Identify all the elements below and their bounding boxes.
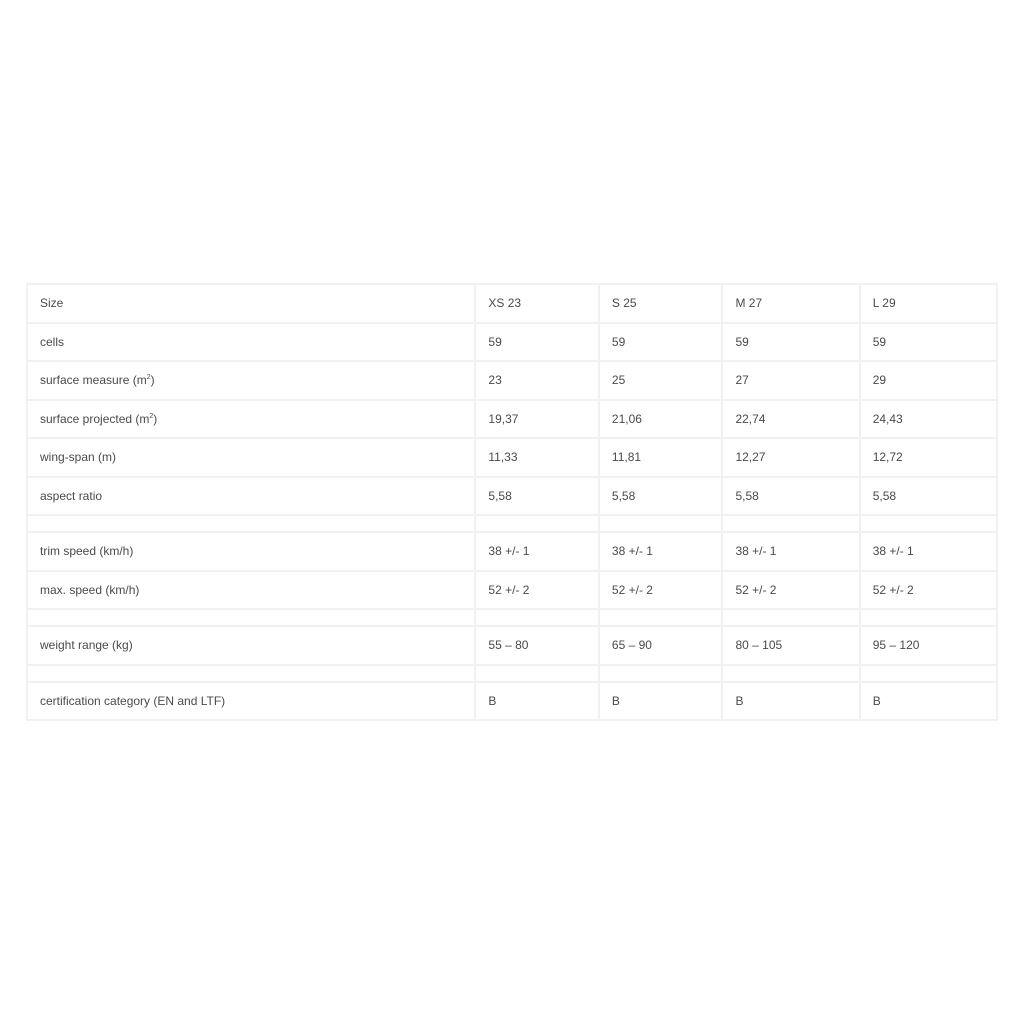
specifications-table [26, 283, 998, 721]
cells-l: 59 [860, 323, 997, 362]
max-speed-m: 52 +/- 2 [722, 571, 859, 610]
weight-range-label: weight range (kg) [27, 626, 475, 665]
certification-label: certification category (EN and LTF) [27, 682, 475, 721]
trim-speed-label: trim speed (km/h) [27, 532, 475, 571]
spacer-row [27, 515, 997, 532]
trim-speed-xs: 38 +/- 1 [475, 532, 599, 571]
trim-speed-l: 38 +/- 1 [860, 532, 997, 571]
size-row [27, 284, 997, 323]
max-speed-xs: 52 +/- 2 [475, 571, 599, 610]
surface-measure-l: 29 [860, 361, 997, 400]
aspect-ratio-l: 5,58 [860, 477, 997, 516]
surface-measure-s: 25 [599, 361, 723, 400]
max-speed-l: 52 +/- 2 [860, 571, 997, 610]
aspect-ratio-m: 5,58 [722, 477, 859, 516]
weight-range-m: 80 – 105 [722, 626, 859, 665]
certification-xs: B [475, 682, 599, 721]
wing-span-label: wing-span (m) [27, 438, 475, 477]
weight-range-xs: 55 – 80 [475, 626, 599, 665]
certification-l: B [860, 682, 997, 721]
certification-row [27, 682, 997, 721]
size-l: L 29 [860, 284, 997, 323]
cells-xs: 59 [475, 323, 599, 362]
spacer-row [27, 609, 997, 626]
aspect-ratio-label: aspect ratio [27, 477, 475, 516]
surface-measure-xs: 23 [475, 361, 599, 400]
surface-projected-l: 24,43 [860, 400, 997, 439]
surface-measure-label: surface measure $(m^2)$ [27, 361, 475, 400]
surface-projected-row [27, 400, 997, 439]
aspect-ratio-xs: 5,58 [475, 477, 599, 516]
surface-measure-m: 27 [722, 361, 859, 400]
wing-span-row [27, 438, 997, 477]
trim-speed-row [27, 532, 997, 571]
surface-measure-row [27, 361, 997, 400]
certification-m: B [722, 682, 859, 721]
surface-projected-label: surface projected $(m^2)$ [27, 400, 475, 439]
surface-projected-m: 22,74 [722, 400, 859, 439]
wing-span-l: 12,72 [860, 438, 997, 477]
wing-span-xs: 11,33 [475, 438, 599, 477]
wing-span-s: 11,81 [599, 438, 723, 477]
certification-s: B [599, 682, 723, 721]
size-xs: XS 23 [475, 284, 599, 323]
trim-speed-s: 38 +/- 1 [599, 532, 723, 571]
surface-projected-s: 21,06 [599, 400, 723, 439]
cells-s: 59 [599, 323, 723, 362]
spacer-row [27, 665, 997, 682]
size-m: M 27 [722, 284, 859, 323]
weight-range-s: 65 – 90 [599, 626, 723, 665]
cells-row [27, 323, 997, 362]
size-s: S 25 [599, 284, 723, 323]
max-speed-row [27, 571, 997, 610]
weight-range-l: 95 – 120 [860, 626, 997, 665]
surface-projected-xs: 19,37 [475, 400, 599, 439]
size-label: Size [27, 284, 475, 323]
max-speed-label: max. speed (km/h) [27, 571, 475, 610]
cells-label: cells [27, 323, 475, 362]
wing-span-m: 12,27 [722, 438, 859, 477]
trim-speed-m: 38 +/- 1 [722, 532, 859, 571]
cells-m: 59 [722, 323, 859, 362]
aspect-ratio-row [27, 477, 997, 516]
max-speed-s: 52 +/- 2 [599, 571, 723, 610]
aspect-ratio-s: 5,58 [599, 477, 723, 516]
weight-range-row [27, 626, 997, 665]
